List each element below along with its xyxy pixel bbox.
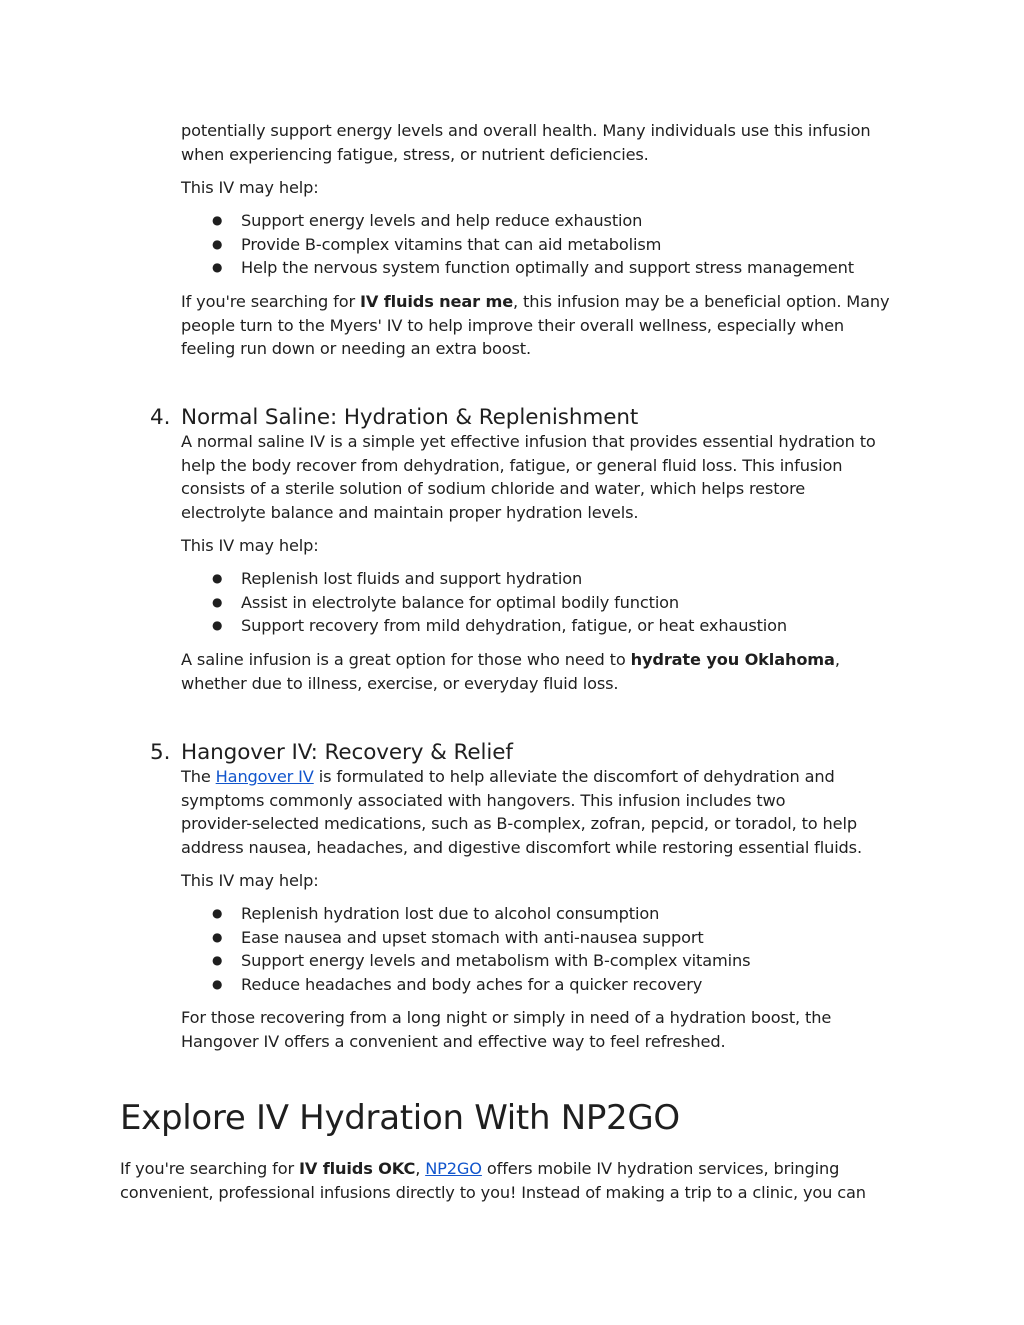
text-line: when experiencing fatigue, stress, or nutrient deficiencies. xyxy=(181,144,649,164)
bullet-icon: ● xyxy=(212,906,223,920)
section-5-closing xyxy=(181,1006,831,1053)
bullet-icon: ● xyxy=(212,976,223,991)
bold-keyword: IV fluids OKC xyxy=(298,1159,416,1178)
bullet-icon: ● xyxy=(212,929,223,944)
section-number: 4. xyxy=(150,405,171,430)
section-number: 5. xyxy=(150,740,171,765)
section-5-bullet-list xyxy=(181,902,750,996)
explore-paragraph xyxy=(120,1157,866,1204)
text-line: A normal saline IV is a simple yet effective infusion that provides essential hydration to xyxy=(181,432,876,451)
text-line: whether due to illness, exercise, or everyday fluid loss. xyxy=(181,673,619,693)
list-item: ● Ease nausea and upset stomach with anti-nausea support xyxy=(181,926,750,950)
section-4-description xyxy=(181,430,876,524)
list-item: ● Support energy levels and metabolism with B-complex vitamins xyxy=(181,949,750,973)
intro-bullet-list xyxy=(181,209,854,280)
text-line: If you're searching for IV fluids near me, this infusion may be a beneficial option. Many xyxy=(181,292,890,311)
text-line: If you're searching for IV fluids OKC, NP2GO offers mobile IV hydration services, bringing xyxy=(120,1159,840,1178)
section-5-heading xyxy=(150,740,513,766)
bullet-icon: ● xyxy=(212,260,223,274)
text-line: Hangover IV offers a convenient and effective way to feel refreshed. xyxy=(181,1031,726,1051)
hangover-iv-link[interactable]: Hangover IV xyxy=(215,767,314,786)
intro-paragraph xyxy=(181,119,871,166)
list-item: ● Support energy levels and help reduce exhaustion xyxy=(181,209,854,233)
np2go-link[interactable]: NP2GO xyxy=(425,1159,482,1178)
text-line: A saline infusion is a great option for those who need to hydrate you Oklahoma, xyxy=(181,650,840,669)
text-line: The Hangover IV is formulated to help alleviate the discomfort of dehydration and xyxy=(181,767,835,786)
may-help-label: This IV may help: xyxy=(181,178,319,197)
bullet-icon: ● xyxy=(212,594,223,609)
text-line: address nausea, headaches, and digestive discomfort while restoring essential fluids. xyxy=(181,837,862,857)
list-item: ● Support recovery from mild dehydration, fatigue, or heat exhaustion xyxy=(181,614,787,638)
may-help-label: This IV may help: xyxy=(181,871,319,890)
text-line: provider-selected medications, such as B-complex, zofran, pepcid, or toradol, to help xyxy=(181,814,857,833)
section-4-closing xyxy=(181,648,840,695)
bold-keyword: hydrate you Oklahoma xyxy=(630,650,835,669)
bullet-icon: ● xyxy=(212,213,223,227)
bullet-icon: ● xyxy=(212,236,223,251)
section-title: Normal Saline: Hydration & Replenishment xyxy=(181,405,639,430)
bold-keyword: IV fluids near me xyxy=(359,292,514,311)
text-line: convenient, professional infusions directly to you! Instead of making a trip to a clinic, you can xyxy=(120,1182,866,1202)
text-line: help the body recover from dehydration, fatigue, or general fluid loss. This infusion xyxy=(181,455,843,475)
list-item: ● Assist in electrolyte balance for optimal bodily function xyxy=(181,591,787,615)
section-5-description xyxy=(181,765,862,859)
intro-closing-paragraph xyxy=(181,290,889,361)
may-help-label: This IV may help: xyxy=(181,536,319,555)
section-4-heading xyxy=(150,405,639,431)
text-line: people turn to the Myers' IV to help improve their overall wellness, especially when xyxy=(181,315,845,335)
section-4-bullet-list xyxy=(181,567,787,638)
text-line: electrolyte balance and maintain proper hydration levels. xyxy=(181,502,639,522)
list-item: ● Provide B-complex vitamins that can aid metabolism xyxy=(181,233,854,257)
list-item: ● Help the nervous system function optimally and support stress management xyxy=(181,256,854,280)
section-title: Hangover IV: Recovery & Relief xyxy=(181,740,513,765)
bullet-icon: ● xyxy=(212,571,223,585)
text-line: For those recovering from a long night or simply in need of a hydration boost, the xyxy=(181,1008,832,1027)
text-line: potentially support energy levels and overall health. Many individuals use this infusion xyxy=(181,121,871,140)
text-line: symptoms commonly associated with hangovers. This infusion includes two xyxy=(181,790,786,810)
text-line: feeling run down or needing an extra boost. xyxy=(181,339,531,358)
bullet-icon: ● xyxy=(212,953,223,967)
bullet-icon: ● xyxy=(212,618,223,632)
list-item: ● Replenish hydration lost due to alcohol consumption xyxy=(181,902,750,926)
list-item: ● Reduce headaches and body aches for a quicker recovery xyxy=(181,973,750,997)
text-line: consists of a sterile solution of sodium chloride and water, which helps restore xyxy=(181,479,806,498)
list-item: ● Replenish lost fluids and support hydration xyxy=(181,567,787,591)
explore-heading: Explore IV Hydration With NP2GO xyxy=(120,1098,680,1138)
